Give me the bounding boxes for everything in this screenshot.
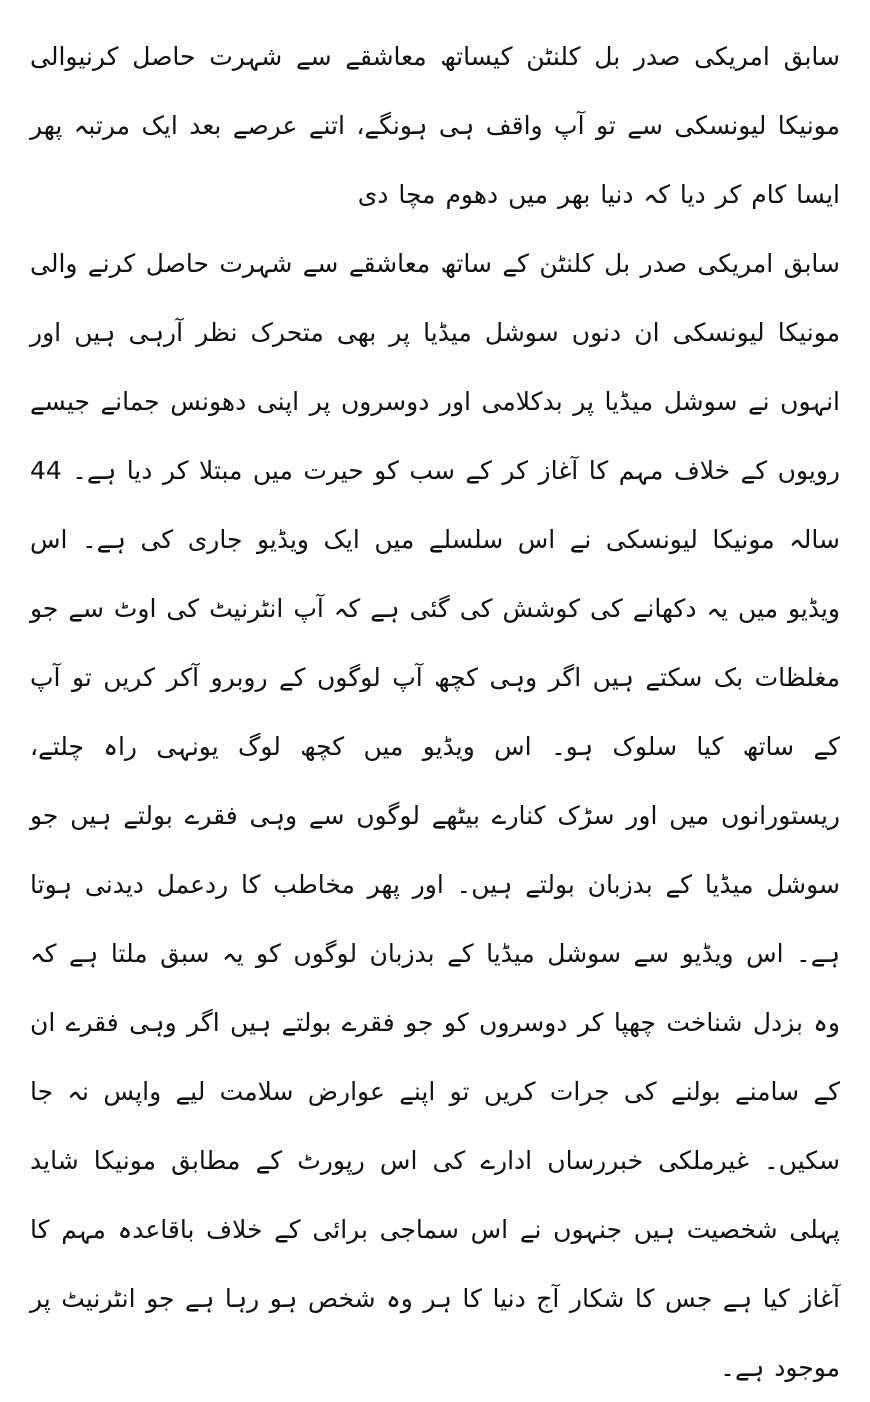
article-paragraph-intro: سابق امریکی صدر بل کلنٹن کیساتھ معاشقے سے شہرت حاصل کرنیوالی مونیکا لیونسکی سے تو آپ واقف ہی ہونگے، اتنے عرصے بعد ایک مرتبہ پھر ایسا کام کر دیا کہ دنیا بھر میں دھوم مچا دی [30,42,840,209]
article-paragraph-body: سابق امریکی صدر بل کلنٹن کے ساتھ معاشقے سے شہرت حاصل کرنے والی مونیکا لیونسکی ان دنوں سوشل میڈیا پر بھی متحرک نظر آرہی ہیں اور انہوں نے سوشل میڈیا پر بدکلامی اور دوسروں پر اپنی دھونس جمانے جیسے رویوں کے خلاف مہم کا آغاز کر کے سب کو حیرت میں مبتلا کر دیا ہے۔ 44 سالہ مونیکا لیونسکی نے اس سلسلے میں ایک ویڈیو جاری کی ہے۔ اس ویڈیو میں یہ دکھانے کی کوشش کی گئی ہے کہ آپ انٹرنیٹ کی اوٹ سے جو مغلظات بک سکتے ہیں اگر وہی کچھ آپ لوگوں کے روبرو آکر کریں تو آپ کے ساتھ کیا سلوک ہو۔ اس ویڈیو میں کچھ لوگ یونہی راہ چلتے، ریستورانوں میں اور سڑک کنارے بیٹھے لوگوں سے وہی فقرے بولتے ہیں جو سوشل میڈیا کے بدزبان بولتے ہیں۔ اور پھر مخاطب کا ردعمل دیدنی ہوتا ہے۔ اس ویڈیو سے سوشل میڈیا کے بدزبان لوگوں کو یہ سبق ملتا ہے کہ وہ بزدل شناخت چھپا کر دوسروں کو جو فقرے بولتے ہیں اگر وہی فقرے ان کے سامنے بولنے کی جرات کریں تو اپنے عوارض سلامت لیے واپس نہ جا سکیں۔ غیرملکی خبررساں ادارے کی اس رپورٹ کے مطابق مونیکا شاید پہلی شخصیت ہیں جنہوں نے اس سماجی برائی کے خلاف باقاعدہ مہم کا آغاز کیا ہے جس کا شکار آج دنیا کا ہر وہ شخص ہو رہا ہے جو انٹرنیٹ پر موجود ہے۔ [30,249,840,1382]
